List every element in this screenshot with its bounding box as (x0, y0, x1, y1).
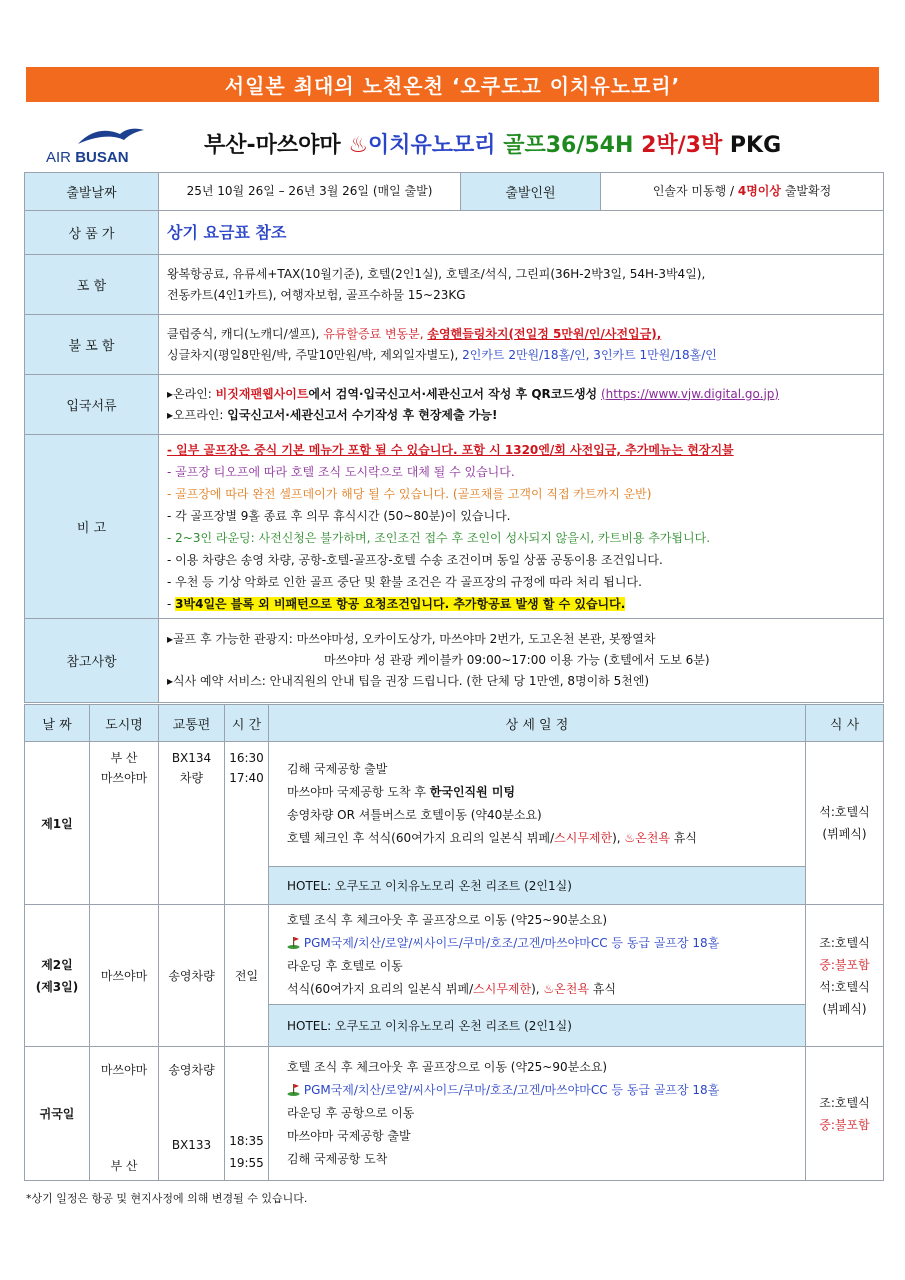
reference-value: ▸골프 후 가능한 관광지: 마쓰야마성, 오카이도상가, 마쓰야마 2번가, 도고온천 본관, 봇짱열차 마쓰야마 성 관광 케이블카 09:00~17:00 이용 가능 (호텔에서 도보 6분) ▸식사 예약 서비스: 안내직원의 안내 팁을 권장 드립니다. (한 단체 당 1만엔, 8명이하 5천엔) (159, 619, 884, 703)
headline-banner: 서일본 최대의 노천온천 ‘오쿠도고 이치유노모리’ (26, 67, 879, 102)
depart-value: 25년 10월 26일 – 26년 3월 26일 (매일 출발) (159, 173, 461, 211)
product-info-table (24, 172, 884, 703)
notes-label: 비 고 (25, 435, 159, 619)
excluded-value: 클럽중식, 캐디(노캐디/셀프), 유류할증료 변동분, 송영핸들링차지(전일정 5만원/인/사전입금), 싱글차지(평일8만원/박, 주말10만원/박, 제외일자별도), 2인카트 2만원/18홀/인, 3인카트 1만원/18홀/인 (159, 315, 884, 375)
title-route: 부산-마쓰야마 (204, 133, 349, 158)
day3-city: 마쓰야마 부 산 (90, 1047, 159, 1181)
day2-detail: 호텔 조식 후 체크아웃 후 골프장으로 이동 (약25~90분소요) PGM국제/치산/로얄/씨사이드/쿠마/호조/고겐/마쓰야마CC 등 동급 골프장 18홀 라운딩 후 호텔로 이동 석식(60여가지 요리의 일본식 뷔페/스시무제한), ♨온천욕 휴식 (269, 905, 806, 1005)
col-date: 날 짜 (25, 705, 90, 742)
day1-transport: BX134 차량 (159, 742, 225, 905)
day2-meal: 조:호텔식 중:불포함 석:호텔식 (뷔페식) (806, 905, 884, 1047)
vjw-link[interactable]: (https://www.vjw.digital.go.jp) (600, 386, 780, 401)
day3-transport: 송영차량 BX133 (159, 1047, 225, 1181)
col-detail: 상 세 일 정 (269, 705, 806, 742)
day2-time: 전일 (225, 905, 269, 1047)
included-value: 왕복항공료, 유류세+TAX(10월기준), 호텔(2인1실), 호텔조/석식, 그린피(36H-2박3일, 54H-3박4일), 전동카트(4인1카트), 여행자보험, 골프수하물 15~23KG (159, 255, 884, 315)
day1-detail: 김해 국제공항 출발 마쓰야마 국제공항 도착 후 한국인직원 미팅 송영차량 OR 셔틀버스로 호텔이동 (약40분소요) 호텔 체크인 후 석식(60여가지 요리의 일본식 뷔페/스시무제한), ♨온천욕 휴식 (269, 742, 806, 867)
itinerary-table (24, 704, 884, 1181)
day3-detail: 호텔 조식 후 체크아웃 후 골프장으로 이동 (약25~90분소요) PGM국제/치산/로얄/씨사이드/쿠마/호조/고겐/마쓰야마CC 등 동급 골프장 18홀 라운딩 후 공항으로 이동 마쓰야마 국제공항 출발 김해 국제공항 도착 (269, 1047, 806, 1181)
price-label: 상 품 가 (25, 211, 159, 255)
day1-city: 부 산 마쓰야마 (90, 742, 159, 905)
day2-transport: 송영차량 (159, 905, 225, 1047)
day3-meal: 조:호텔식 중:불포함 (806, 1047, 884, 1181)
reference-label: 참고사항 (25, 619, 159, 703)
col-meal: 식 사 (806, 705, 884, 742)
day2-hotel: HOTEL: 오쿠도고 이치유노모리 온천 리조트 (2인1실) (269, 1005, 806, 1047)
people-value: 인솔자 미동행 / 4명이상 출발확정 (601, 173, 884, 211)
title-nights: 2박/3박 (641, 133, 730, 158)
day3-time: 18:35 19:55 (225, 1047, 269, 1181)
footnote: *상기 일정은 항공 및 현지사정에 의해 변경될 수 있습니다. (26, 1192, 308, 1205)
logo-air: AIR (46, 149, 72, 166)
day1-date: 제1일 (25, 742, 90, 905)
entry-docs-label: 입국서류 (25, 375, 159, 435)
excluded-label: 불 포 함 (25, 315, 159, 375)
notes-value: - 일부 골프장은 중식 기본 메뉴가 포함 될 수 있습니다. 포함 시 1320엔/회 사전입금, 추가메뉴는 현장지불 - 골프장 티오프에 따라 호텔 조식 도시락으로 대체 될 수 있습니다. - 골프장에 따라 완전 셀프데이가 해당 될 수 있습니다. (골프채를 고객이 직접 카트까지 운반) - 각 골프장별 9홀 종료 후 의무 휴식시간 (50~80분)이 있습니다. - 2~3인 라운딩: 사전신청은 불가하며, 조인조건 접수 후 조인이 성사되지 않을시, 카트비용 추가됩니다. - 이용 차량은 송영 차량, 공항-호텔-골프장-호텔 수송 조건이며 동일 상품 공동이용 조건입니다. - 우천 등 기상 악화로 인한 골프 중단 및 환불 조건은 각 골프장의 규정에 따라 처리 됩니다. - 3박4일은 블록 외 비패턴으로 항공 요청조건입니다. 추가항공료 발생 할 수 있습니다. (159, 435, 884, 619)
col-time: 시 간 (225, 705, 269, 742)
golf-icon (287, 1083, 300, 1096)
entry-docs-value: ▸온라인: 비짓재팬웹사이트에서 검역·입국신고서·세관신고서 작성 후 QR코드생성 (https://www.vjw.digital.go.jp) ▸오프라인: 입국신고서·세관신고서 수기작성 후 현장제출 가능! (159, 375, 884, 435)
title-golf: 골프36/54H (503, 133, 642, 158)
logo-busan: BUSAN (75, 149, 129, 166)
air-busan-logo (46, 126, 156, 166)
bird-icon (76, 126, 146, 148)
day1-time: 16:30 17:40 (225, 742, 269, 905)
price-value: 상기 요금표 참조 (159, 211, 884, 255)
day2-date: 제2일 (제3일) (25, 905, 90, 1047)
page-title (204, 128, 781, 159)
people-label: 출발인원 (461, 173, 601, 211)
depart-label: 출발날짜 (25, 173, 159, 211)
included-label: 포 함 (25, 255, 159, 315)
day1-hotel: HOTEL: 오쿠도고 이치유노모리 온천 리조트 (2인1실) (269, 867, 806, 905)
hot-spring-icon: ♨ (348, 133, 369, 158)
day1-meal: 석:호텔식 (뷔페식) (806, 742, 884, 905)
day3-date: 귀국일 (25, 1047, 90, 1181)
golf-icon (287, 936, 300, 949)
day2-city: 마쓰야마 (90, 905, 159, 1047)
title-resort: 이치유노모리 (368, 133, 504, 158)
col-city: 도시명 (90, 705, 159, 742)
col-transport: 교통편 (159, 705, 225, 742)
title-pkg: PKG (729, 133, 782, 158)
